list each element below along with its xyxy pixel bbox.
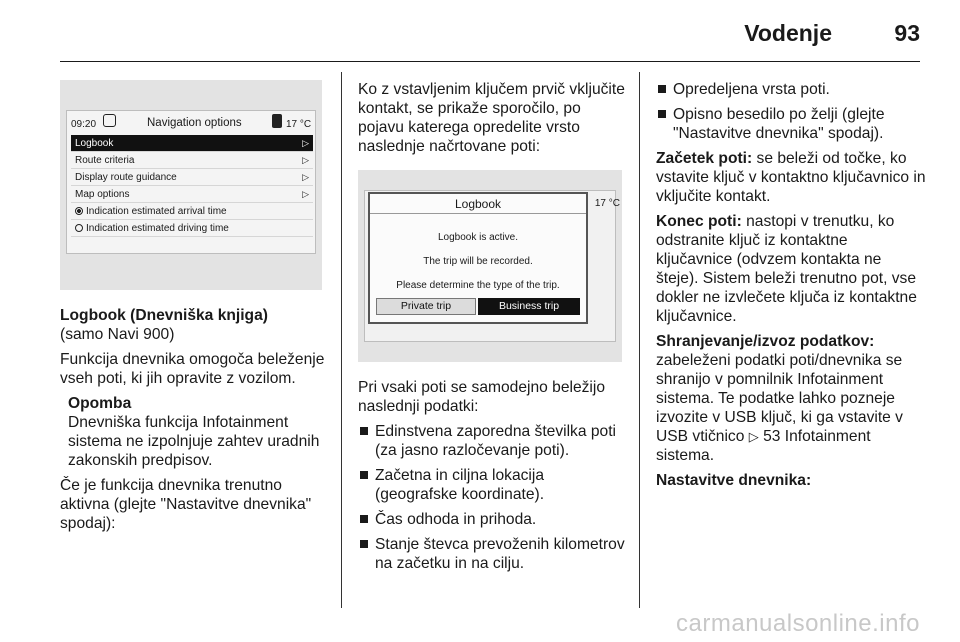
back-icon	[103, 114, 116, 127]
term-label: Shranjevanje/izvoz podatkov:	[656, 333, 875, 350]
logbook-dialog-screenshot	[358, 170, 622, 362]
navigation-options-screenshot	[60, 80, 322, 290]
logbook-heading	[60, 306, 330, 344]
list-item: Začetna in ciljna lokacija (geografske koordinate).	[358, 466, 626, 504]
thermometer-icon	[272, 114, 282, 128]
column-divider	[341, 72, 342, 608]
column-3	[656, 80, 926, 496]
menu-item-label: Route criteria	[75, 155, 135, 166]
paragraph: Funkcija dnevnika omogoča beleženje vseh poti, ki jih opravite z vozilom.	[60, 351, 325, 387]
list-item: Edinstvena zaporedna številka poti (za jasno razločevanje poti).	[358, 422, 626, 460]
chevron-right-icon: ▷	[302, 155, 309, 165]
trip-info-list	[656, 80, 926, 143]
term-text: zabeleženi podatki poti/dnevnika se shranijo v pomnilnik Infotainment sistema. Te podatke lahko pozneje izvozite v USB ključ, ki ga vstavite v USB vtičnico	[656, 352, 903, 445]
dialog-line: Please determine the type of the trip.	[396, 280, 560, 291]
header-divider	[60, 61, 920, 62]
radio-selected-icon	[75, 207, 83, 215]
note-block	[68, 394, 330, 470]
screen-display	[66, 110, 316, 254]
list-item: Opredeljena vrsta poti.	[656, 80, 926, 99]
term-text: se beleži od točke, ko vstavite ključ v kontaktno ključavnico in vključite kontakt.	[656, 150, 926, 205]
note-body: Dnevniška funkcija Infotainment sistema ne izpolnjuje zahtev uradnih zakonskih predpisov.	[68, 414, 320, 469]
term-label: Konec poti:	[656, 213, 742, 230]
clock-text: 09:20	[71, 119, 97, 130]
term-label: Začetek poti:	[656, 150, 753, 167]
settings-heading: Nastavitve dnevnika:	[656, 472, 812, 489]
menu-item-label: Display route guidance	[75, 172, 177, 183]
chevron-right-icon: ▷	[302, 138, 309, 148]
dialog-line: Logbook is active.	[437, 232, 519, 243]
chevron-right-icon: ▷	[302, 189, 309, 199]
column-divider	[639, 72, 640, 608]
menu-item-label: Logbook	[75, 138, 114, 149]
temperature-text: 17 °C	[286, 119, 312, 130]
status-bar	[67, 111, 315, 133]
chevron-right-icon: ▷	[302, 172, 309, 182]
column-2	[358, 80, 626, 579]
menu-item-label: Map options	[75, 189, 130, 200]
trip-start-paragraph	[656, 149, 926, 206]
radio-label: Indication estimated arrival time	[86, 206, 227, 217]
list-item: Stanje števca prevoženih kilometrov na začetku in na cilju.	[358, 535, 626, 573]
paragraph: Pri vsaki poti se samodejno beležijo naslednji podatki:	[358, 379, 606, 415]
heading-text: Logbook (Dnevniška knjiga)	[60, 307, 268, 324]
watermark: carmanualsonline.info	[676, 610, 920, 637]
term-text: nastopi v trenutku, ko odstranite ključ iz kontaktne ključavnice (odvzem kontakta ne šteje). Sistem beleži trenutno pot, vse dokler ne izvlečete ključa iz kontaktne ključavnice.	[656, 213, 917, 325]
dialog-title: Logbook	[370, 194, 586, 214]
trip-end-paragraph	[656, 212, 926, 326]
page-header	[60, 14, 920, 62]
page-reference-arrow-icon: ▷	[748, 429, 759, 444]
radio-arrival-time[interactable]	[71, 203, 313, 220]
temperature-text: 17 °C	[594, 198, 620, 209]
list-item: Čas odhoda in prihoda.	[358, 510, 626, 529]
logbook-dialog	[368, 192, 588, 324]
dialog-line: The trip will be recorded.	[423, 256, 533, 267]
data-export-paragraph	[656, 332, 926, 465]
paragraph: Ko z vstavljenim ključem prvič vključite kontakt, se prikaže sporočilo, po pojavu katerega opredelite vrsto naslednje načrtovane poti:	[358, 81, 625, 155]
paragraph: Če je funkcija dnevnika trenutno aktivna (glejte "Nastavitve dnevnika" spodaj):	[60, 477, 312, 532]
section-title: Vodenje	[744, 20, 832, 46]
menu-item-logbook[interactable]	[71, 135, 313, 152]
private-trip-button[interactable]: Private trip	[376, 298, 476, 315]
screen-title: Navigation options	[147, 117, 242, 129]
recorded-data-list	[358, 422, 626, 573]
column-1	[60, 80, 330, 539]
note-title: Opomba	[68, 395, 132, 412]
radio-label: Indication estimated driving time	[86, 223, 229, 234]
radio-unselected-icon	[75, 224, 83, 232]
page-number: 93	[894, 20, 920, 46]
menu-item-route-criteria[interactable]	[71, 152, 313, 169]
business-trip-button[interactable]: Business trip	[478, 298, 580, 315]
heading-subtext: (samo Navi 900)	[60, 326, 175, 343]
list-item: Opisno besedilo po želji (glejte "Nastavitve dnevnika" spodaj).	[656, 105, 926, 143]
options-menu	[71, 135, 313, 237]
menu-item-display-route-guidance[interactable]	[71, 169, 313, 186]
page-reference-link[interactable]: 53 Infotainment sistema.	[656, 428, 871, 464]
radio-driving-time[interactable]	[71, 220, 313, 237]
menu-item-map-options[interactable]	[71, 186, 313, 203]
